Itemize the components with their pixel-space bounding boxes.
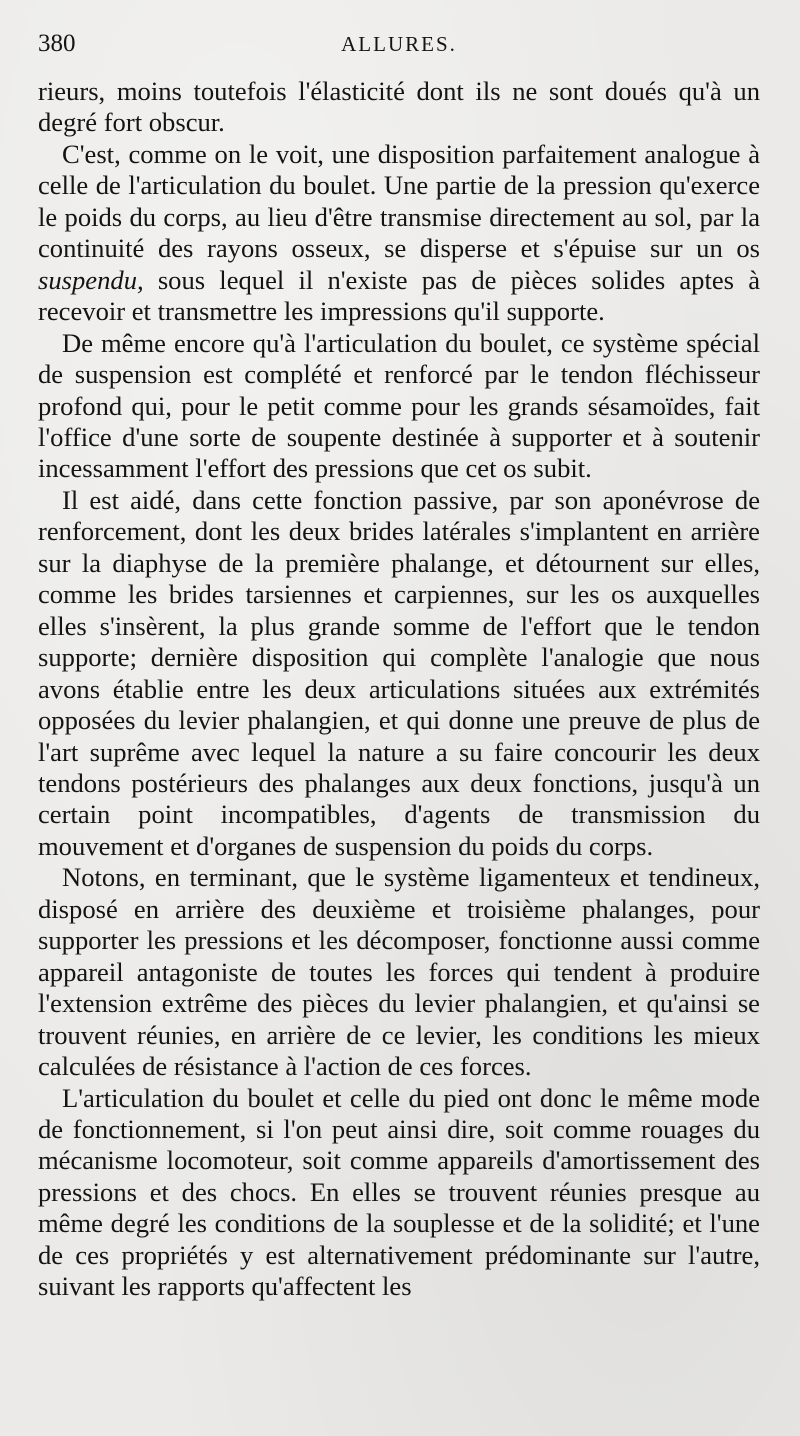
paragraph-6: L'articulation du boulet et celle du pied ont donc le même mode de fonctionnement, si l'on peut ainsi dire, soit comme rouages du mécanisme locomoteur, soit comme appareils d'amortissement des pressions et des chocs. En elles se trouvent réunies presque au même degré les conditions de la souplesse et de la solidité; et l'une de ces propriétés y est alternativement prédominante sur l'autre, suivant les rapports qu'affectent les [38, 1082, 760, 1302]
paragraph-3: De même encore qu'à l'articulation du boulet, ce système spécial de suspension est complété et renforcé par le tendon fléchisseur profond qui, pour le petit comme pour les grands sésamoïdes, fait l'office d'une sorte de soupente destinée à supporter et à soutenir incessamment l'effort des pressions que cet os subit. [38, 327, 760, 484]
page-number: 380 [38, 30, 76, 57]
paragraph-1: rieurs, moins toutefois l'élasticité dont ils ne sont doués qu'à un degré fort obscur. [38, 76, 760, 138]
paragraph-4: Il est aidé, dans cette fonction passive, par son aponévrose de renforcement, dont les deux brides latérales s'implantent en arrière sur la diaphyse de la première phalange, et détournent sur elles, comme les brides tarsiennes et carpiennes, sur les os auxquelles elles s'insèrent, la plus grande somme de l'effort que le tendon supporte; dernière disposition qui complète l'analogie que nous avons établie entre les deux articulations situées aux extrémités opposées du levier phalangien, et qui donne une preuve de plus de l'art suprême avec lequel la nature a su faire concourir les deux tendons postérieurs des phalanges aux deux fonctions, jusqu'à un certain point incompatibles, d'agents de transmission du mouvement et d'organes de suspension du poids du corps. [38, 484, 760, 861]
paragraph-2-text-start: C'est, comme on le voit, une disposition parfaitement analogue à celle de l'articulation du boulet. Une partie de la pression qu'exerce le poids du corps, au lieu d'être transmise directement au sol, par la continuité des rayons osseux, se disperse et s'épuise sur un os [38, 138, 760, 264]
body-text [38, 76, 760, 1303]
paragraph-2 [38, 139, 760, 328]
italic-term: suspendu, [38, 264, 144, 295]
running-title: ALLURES. [341, 32, 457, 56]
paragraph-5: Notons, en terminant, que le système ligamenteux et tendineux, disposé en arrière des deuxième et troisième phalanges, pour supporter les pressions et les décomposer, fonctionne aussi comme appareil antagoniste de toutes les forces qui tendent à produire l'extension extrême des pièces du levier phalangien, et qu'ainsi se trouvent réunies, en arrière de ce levier, les conditions les mieux calculées de résistance à l'action de ces forces. [38, 862, 760, 1082]
page-header [38, 30, 760, 76]
paragraph-2-text-end: sous lequel il n'existe pas de pièces solides aptes à recevoir et transmettre les impressions qu'il supporte. [38, 264, 760, 327]
